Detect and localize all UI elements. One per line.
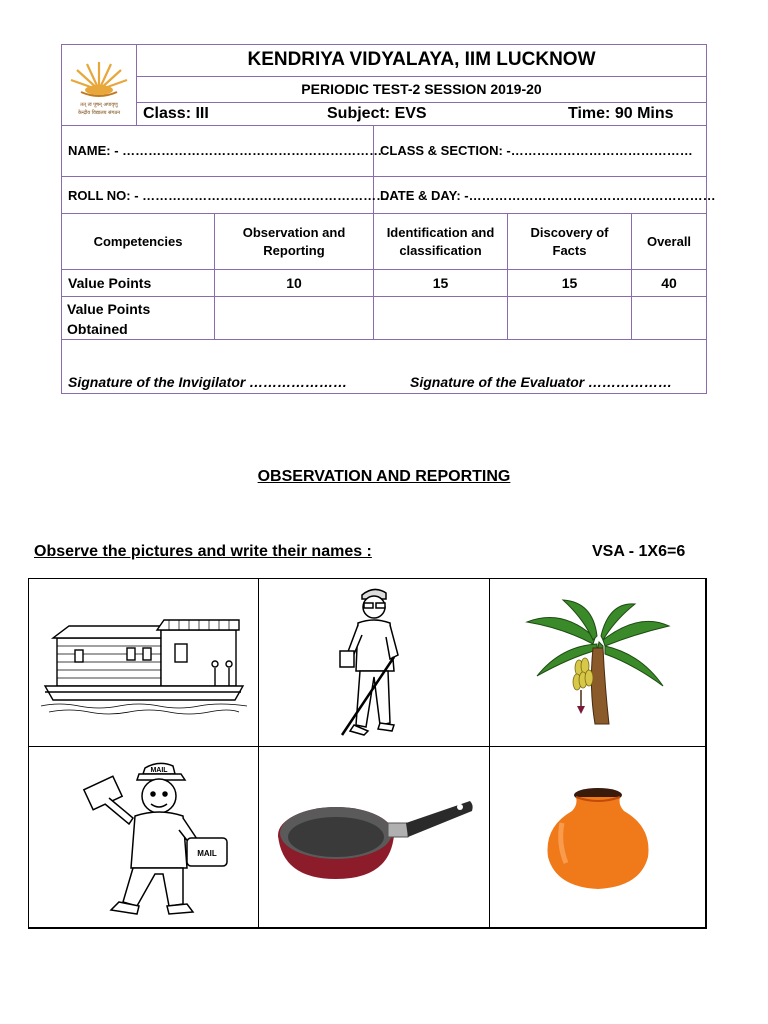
name-field: NAME: - ……………………………………………………: [68, 143, 383, 158]
logo-org-name: केन्द्रीय विद्यालय संगठन: [77, 110, 121, 116]
picture-grid: [28, 578, 706, 928]
value-obtained-label: Value Points Obtained: [67, 301, 151, 337]
time-label: Time: 90 Mins: [568, 105, 674, 122]
banana-tree-icon: [523, 598, 673, 728]
test-title: PERIODIC TEST-2 SESSION 2019-20: [301, 81, 542, 97]
question-marks: VSA - 1X6=6: [592, 543, 686, 560]
date-day-field: DATE & DAY: -…………………………………………………: [380, 188, 716, 203]
picture-cell-2: [258, 578, 490, 747]
picture-cell-4: [28, 746, 259, 929]
obtained-discovery[interactable]: [507, 296, 632, 340]
value-observation: 10: [214, 269, 374, 297]
obtained-observation[interactable]: [214, 296, 374, 340]
class-label: Class: III: [143, 105, 209, 122]
school-logo: [65, 54, 133, 120]
competencies-header: Competencies: [61, 213, 215, 270]
question-text: Observe the pictures and write their names :: [34, 543, 372, 560]
blind-man-icon: [334, 585, 414, 740]
overall-header: Overall: [631, 213, 707, 270]
value-identification: 15: [373, 269, 508, 297]
value-overall: 40: [631, 269, 707, 297]
picture-cell-1: [28, 578, 259, 747]
picture-cell-6: [489, 746, 707, 929]
cap-mail-text: MAIL: [149, 766, 168, 774]
value-discovery: 15: [507, 269, 632, 297]
bag-mail-text: MAIL: [196, 848, 217, 858]
school-title: KENDRIYA VIDYALAYA, IIM LUCKNOW: [247, 49, 596, 70]
discovery-header: Discovery of Facts: [507, 213, 632, 270]
evaluator-signature: Signature of the Evaluator ………………: [410, 374, 673, 390]
houseboat-icon: [39, 608, 249, 718]
header-box: [61, 44, 716, 394]
identification-header: Identification and classification: [373, 213, 508, 270]
obtained-overall[interactable]: [631, 296, 707, 340]
section-title: OBSERVATION AND REPORTING: [257, 468, 511, 485]
postman-icon: [59, 758, 229, 918]
logo-motto: तत् त्वं पूषन् अपावृणु: [80, 102, 118, 108]
clay-pot-icon: [538, 783, 658, 893]
subject-label: Subject: EVS: [327, 105, 427, 122]
observation-header: Observation and Reporting: [214, 213, 374, 270]
picture-cell-5: [258, 746, 490, 929]
obtained-identification[interactable]: [373, 296, 508, 340]
value-points-label: Value Points: [61, 269, 215, 297]
picture-cell-3: [489, 578, 707, 747]
class-section-field: CLASS & SECTION: -……………………………………: [380, 143, 693, 158]
frying-pan-icon: [274, 793, 474, 883]
invigilator-signature: Signature of the Invigilator …………………: [68, 374, 348, 390]
roll-no-field: ROLL NO: - …………………………………………………: [68, 188, 390, 203]
